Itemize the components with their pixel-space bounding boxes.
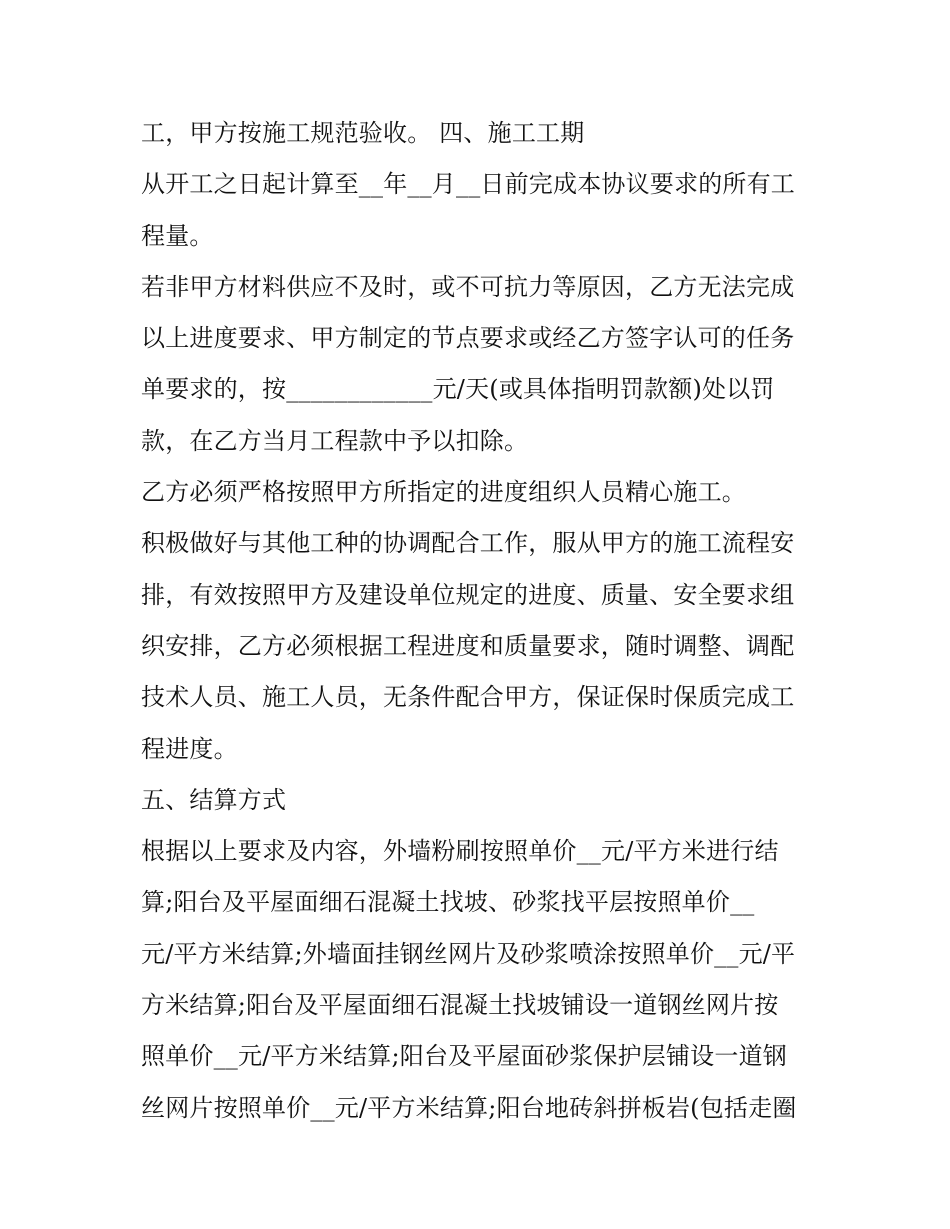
text-line: 款，在乙方当月工程款中予以扣除。 bbox=[141, 426, 529, 455]
text-line: 照单价__元/平方米结算;阳台及平屋面砂浆保护层铺设一道钢 bbox=[141, 1042, 787, 1071]
text-line: 根据以上要求及内容，外墙粉刷按照单价__元/平方米进行结 bbox=[141, 837, 779, 866]
text-line: 织安排，乙方必须根据工程进度和质量要求，随时调整、调配 bbox=[141, 631, 795, 660]
text-line: 乙方必须严格按照甲方所指定的进度组织人员精心施工。 bbox=[141, 478, 746, 507]
text-line: 丝网片按照单价__元/平方米结算;阳台地砖斜拼板岩(包括走圈 bbox=[141, 1093, 797, 1122]
text-line: 排，有效按照甲方及建设单位规定的进度、质量、安全要求组 bbox=[141, 580, 795, 609]
document-body bbox=[141, 108, 821, 1134]
text-line: 以上进度要求、甲方制定的节点要求或经乙方签字认可的任务 bbox=[141, 324, 795, 353]
text-line: 方米结算;阳台及平屋面细石混凝土找坡铺设一道钢丝网片按 bbox=[141, 991, 779, 1020]
text-line: 算;阳台及平屋面细石混凝土找坡、砂浆找平层按照单价__ bbox=[141, 888, 755, 917]
text-line: 单要求的，按____________元/天(或具体指明罚款额)处以罚 bbox=[141, 375, 775, 404]
section-heading: 五、结算方式 bbox=[141, 785, 287, 814]
text-line: 工，甲方按施工规范验收。 四、施工工期 bbox=[141, 119, 585, 147]
text-line: 元/平方米结算;外墙面挂钢丝网片及砂浆喷涂按照单价__元/平 bbox=[141, 939, 796, 968]
text-line: 技术人员、施工人员，无条件配合甲方，保证保时保质完成工 bbox=[141, 683, 795, 712]
text-line: 程进度。 bbox=[141, 734, 238, 763]
text-line: 程量。 bbox=[141, 221, 214, 250]
text-line: 从开工之日起计算至__年__月__日前完成本协议要求的所有工 bbox=[141, 170, 795, 199]
text-line: 积极做好与其他工种的协调配合工作，服从甲方的施工流程安 bbox=[141, 529, 795, 558]
text-line: 若非甲方材料供应不及时，或不可抗力等原因，乙方无法完成 bbox=[141, 272, 795, 301]
